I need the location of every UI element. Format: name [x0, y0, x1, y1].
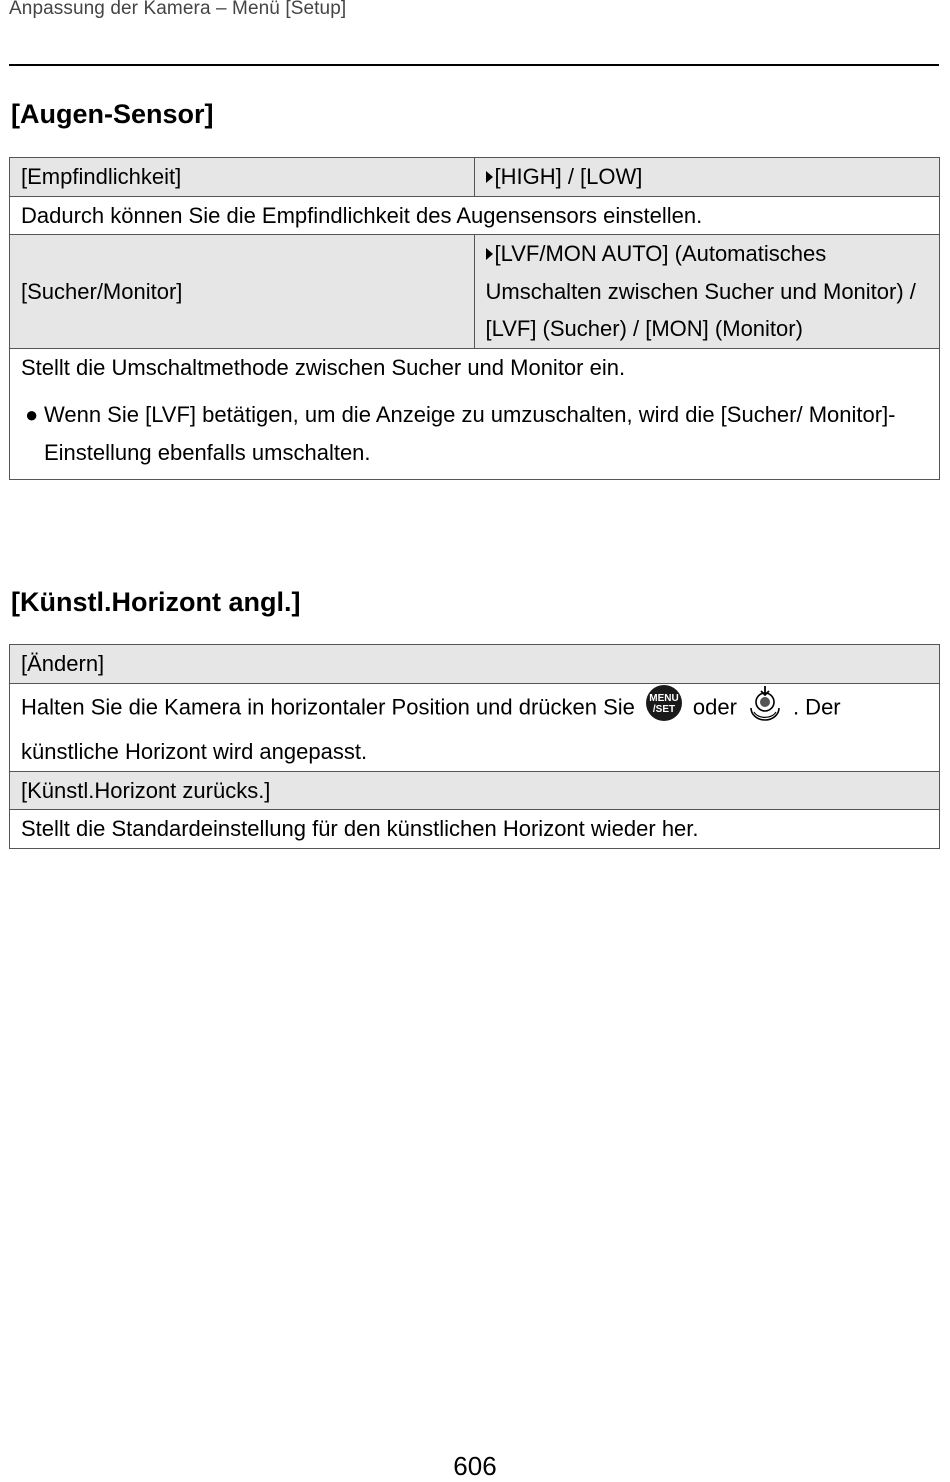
table-row — [10, 771, 940, 810]
horizon-table — [9, 644, 940, 849]
table-row — [10, 810, 940, 849]
table-row — [10, 158, 940, 197]
joystick-press-icon — [747, 684, 783, 734]
viewer-note — [21, 396, 928, 471]
change-description-part2: . Der künstliche Horizont wird angepasst. — [21, 694, 841, 764]
change-label: [Ändern] — [10, 645, 940, 684]
table-row — [10, 235, 940, 349]
reset-description: Stellt die Standardeinstellung für den künstlichen Horizont wieder her. — [10, 810, 940, 849]
viewer-options: [LVF/MON AUTO] (Automatisches Umschalten zwischen Sucher und Monitor) / [LVF] (Sucher) / [MON] (Monitor) — [485, 241, 916, 341]
viewer-note-text: Wenn Sie [LVF] betätigen, um die Anzeige zu umzuschalten, wird die [Sucher/ Monitor]-Einstellung ebenfalls umschalten. — [44, 402, 896, 465]
viewer-options-cell — [474, 235, 940, 349]
table-row — [10, 348, 940, 480]
change-description-cell — [10, 683, 940, 771]
header-divider — [9, 64, 939, 66]
viewer-label: [Sucher/Monitor] — [10, 235, 475, 349]
section-title-horizon: [Künstl.Horizont angl.] — [11, 587, 301, 617]
svg-text:MENU: MENU — [649, 692, 679, 704]
viewer-description: Stellt die Umschaltmethode zwischen Sucher und Monitor ein. — [21, 354, 626, 380]
reset-label: [Künstl.Horizont zurücks.] — [10, 771, 940, 810]
sensitivity-options-cell — [474, 158, 940, 197]
table-row — [10, 683, 940, 771]
sensitivity-options: [HIGH] / [LOW] — [494, 164, 643, 189]
viewer-description-cell — [10, 348, 940, 480]
svg-text:/SET: /SET — [652, 703, 676, 715]
section-title-eye-sensor: [Augen-Sensor] — [11, 99, 214, 129]
triangle-right-icon — [486, 248, 493, 260]
triangle-right-icon — [486, 171, 493, 183]
sensitivity-description: Dadurch können Sie die Empfindlichkeit des Augensensors einstellen. — [10, 196, 940, 235]
eye-sensor-table — [9, 157, 940, 480]
bullet-icon: ● — [25, 402, 39, 427]
table-row — [10, 196, 940, 235]
sensitivity-label: [Empfindlichkeit] — [10, 158, 475, 197]
change-description-part1: Halten Sie die Kamera in horizontaler Position und drücken Sie — [21, 694, 635, 720]
page-number: 606 — [453, 1451, 497, 1481]
change-description-or: oder — [692, 694, 737, 720]
breadcrumb: Anpassung der Kamera – Menü [Setup] — [9, 0, 347, 19]
menu-set-button-icon — [645, 684, 683, 734]
table-row — [10, 645, 940, 684]
